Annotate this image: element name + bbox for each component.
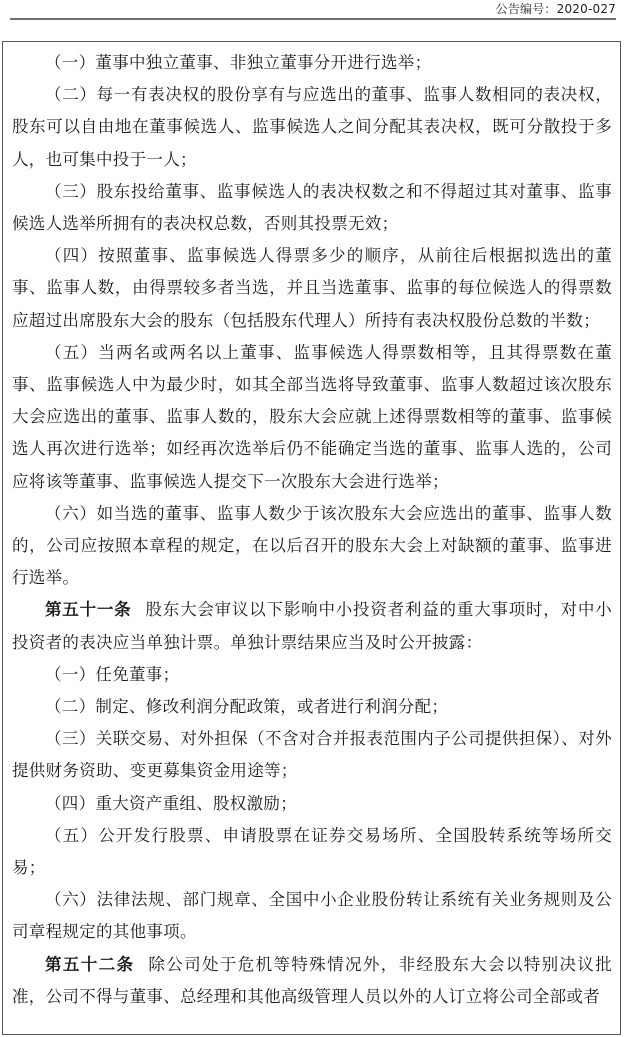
election-item-4	[12, 240, 612, 337]
matter-item-3	[12, 723, 612, 787]
paragraph-text: （五）公开发行股票、申请股票在证券交易场所、全国股转系统等场所交易；	[12, 825, 612, 878]
paragraph-text: （一）董事中独立董事、非独立董事分开进行选举；	[45, 53, 432, 72]
paragraph-text: （二）每一有表决权的股份享有与应选出的董事、监事人数相同的表决权，股东可以自由地在董事候选人、监事候选人之间分配其表决权，既可分散投于多人，也可集中投于一人；	[12, 85, 612, 169]
paragraph-text: （六）法律法规、部门规章、全国中小企业股份转让系统有关业务规则及公司章程规定的其他事项。	[12, 890, 612, 942]
article-51	[12, 594, 612, 658]
document-body	[12, 47, 612, 1013]
paragraph-text: （六）如当选的董事、监事人数少于该次股东大会应选出的董事、监事人数的，公司应按照本章程的规定，在以后召开的股东大会上对缺额的董事、监事进行选举。	[12, 503, 612, 588]
page-header	[0, 0, 626, 20]
article-52	[12, 949, 612, 1013]
paragraph-text: （二）制定、修改利润分配政策，或者进行利润分配；	[45, 697, 449, 717]
matter-item-5	[12, 820, 612, 884]
article-title: 第五十一条	[45, 600, 132, 620]
paragraph-text: 除公司处于危机等特殊情况外，非经股东大会以特别决议批准，公司不得与董事、总经理和其他高级管理人员以外的人订立将公司全部或者	[12, 954, 612, 1006]
paragraph-text: （四）按照董事、监事候选人得票多少的顺序，从前往后根据拟选出的董事、监事人数，由得票较多者当选，并且当选董事、监事的每位候选人的得票数应超过出席股东大会的股东（包括股东代理人）所持有表决权股份总数的半数；	[12, 246, 612, 330]
header-divider	[10, 18, 616, 20]
election-item-6	[12, 498, 612, 595]
election-item-2	[12, 79, 612, 176]
announcement-number: 公告编号：2020-027	[495, 2, 616, 16]
matter-item-4	[12, 788, 612, 820]
election-item-1	[12, 47, 612, 79]
document-body-frame	[2, 41, 621, 1035]
paragraph-text: 股东大会审议以下影响中小投资者利益的重大事项时，对中小投资者的表决应当单独计票。单独计票结果应当及时公开披露：	[12, 600, 612, 652]
paragraph-text: （五）当两名或两名以上董事、监事候选人得票数相等，且其得票数在董事、监事候选人中为最少时，如其全部当选将导致董事、监事人数超过该次股东大会应选出的董事、监事人数的，股东大会应就上述得票数相等的董事、监事候选人再次进行选举；如经再次选举后仍不能确定当选的董事、监事人选的，公司应将该等董事、监事候选人提交下一次股东大会进行选举；	[12, 342, 612, 491]
election-item-3	[12, 176, 612, 240]
election-item-5	[12, 337, 612, 498]
matter-item-2	[12, 691, 612, 723]
paragraph-text: （三）关联交易、对外担保（不含对合并报表范围内子公司提供担保）、对外提供财务资助、变更募集资金用途等；	[12, 729, 612, 781]
matter-item-1	[12, 659, 612, 691]
paragraph-text: （一）任免董事；	[45, 664, 180, 684]
paragraph-text: （四）重大资产重组、股权激励；	[45, 793, 297, 813]
paragraph-text: （三）股东投给董事、监事候选人的表决权数之和不得超过其对董事、监事候选人选举所拥有的表决权总数，否则其投票无效；	[12, 181, 612, 234]
article-title: 第五十二条	[45, 954, 135, 974]
matter-item-6	[12, 884, 612, 948]
